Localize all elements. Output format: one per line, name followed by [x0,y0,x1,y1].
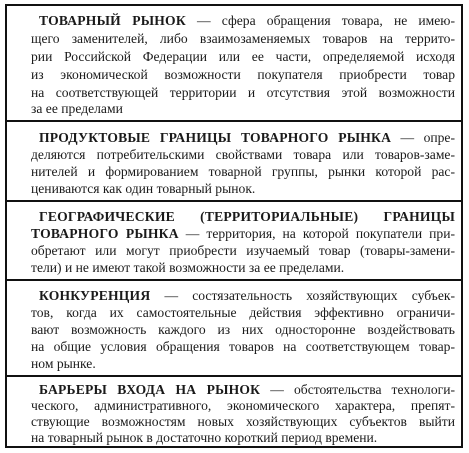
definition-line [31,225,455,243]
definition-line: на товарный рынок в достаточно короткий период времени. [31,430,378,445]
definition-tovarnyi-rynok [7,6,461,122]
definition-geograficheskie-granitsy [7,202,461,281]
definition-line: тели) и не имеют такой возможности за ее пределами. [31,260,345,275]
definition-line: цениваются как один товарный рынок. [31,181,256,196]
definition-text: — обстоятельства технологи- [260,382,455,397]
definition-line: деляются потребительскими свойствами товара или товаров-заме- [31,147,455,162]
definition-line: рии Российской Федерации или ее части, определяемой исходя [31,49,455,64]
definition-line: на общие условия обращения товаров на соответствующем товар- [31,339,455,354]
definition-term: ПРОДУКТОВЫЕ ГРАНИЦЫ ТОВАРНОГО РЫНКА [39,130,392,145]
definition-term: ТОВАРНЫЙ РЫНОК [39,13,186,28]
definition-line: вают возможность каждого из них односторонне воздействовать [31,322,455,337]
definition-term: ТОВАРНОГО РЫНКА [31,226,179,241]
definition-text: — опре- [391,130,455,145]
definition-line [39,12,455,30]
definition-line: щего заменителей, либо взаимозаменяемых товаров на террито- [31,31,455,46]
definition-line: нителей и формированием товарной группы, рынки которой рас- [31,164,455,179]
definitions-table [5,4,463,448]
definition-line: из экономической возможности покупателя приобрести товар [31,67,455,82]
definition-text: — состязательность хозяйствующих субъек- [150,288,455,303]
definition-term: БАРЬЕРЫ ВХОДА НА РЫНОК [39,382,261,397]
definition-term: ГЕОГРАФИЧЕСКИЕ (ТЕРРИТОРИАЛЬНЫЕ) ГРАНИЦЫ [39,209,455,224]
definition-line: тов, когда их самостоятельные действия эффективно ограничи- [31,305,455,320]
definition-text: — сфера обращения товара, не имею- [185,13,455,28]
definition-line: на соответствующей территории и отсутствия этой возможности [31,85,455,100]
definition-line: за ее пределами [31,101,123,116]
definition-konkurentsiya [7,281,461,377]
definition-term: КОНКУРЕНЦИЯ [39,288,151,303]
definition-line: ствующие возможностям новых хозяйствующих субъектов выйти [31,414,455,429]
definition-line: обретают или могут приобрести изучаемый товар (товары-замени- [31,243,455,258]
definition-barery-vkhoda [7,377,461,446]
definition-line [39,129,455,147]
definition-line: ном рынке. [31,356,96,371]
definition-line [39,287,455,305]
definition-produktovye-granitsy [7,122,461,202]
definition-text: — территория, на которой покупатели при- [178,226,455,241]
definition-line: ческого, административного, экономического характера, препят- [31,398,455,413]
